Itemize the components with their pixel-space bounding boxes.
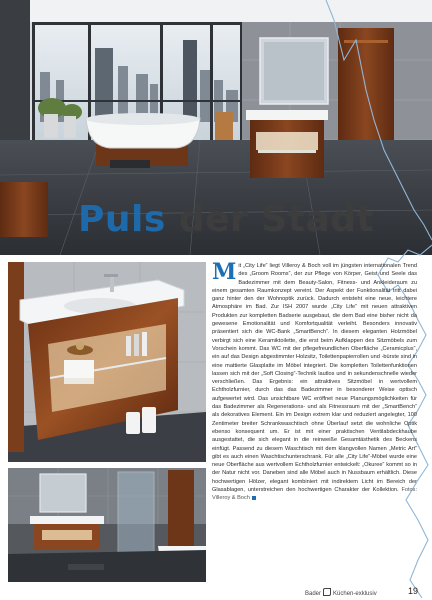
brand-left: Bader xyxy=(305,591,322,597)
bathroom-photo xyxy=(8,468,206,582)
title-word-der-stadt: der Stadt xyxy=(178,199,375,240)
vanity-photo xyxy=(8,262,206,462)
photo-credit: Fotos: Villeroy & Boch xyxy=(212,487,417,502)
page-number: 19 xyxy=(408,586,419,596)
brand-right: Küchen-exklusiv xyxy=(333,591,377,597)
magazine-brand xyxy=(305,588,377,597)
drop-cap: M xyxy=(212,262,237,285)
bathroom-illustration xyxy=(8,468,206,582)
article-body xyxy=(212,262,417,578)
article-paragraph xyxy=(212,262,417,503)
brand-logo-icon xyxy=(323,588,331,596)
title-word-puls: Puls xyxy=(78,199,166,240)
article-text: it „City Life“ liegt Villeroy & Boch voll im jüngsten internationalen Trend des „Groom Rooms“, der zur Pflege von Körper, Geist und Seele das Badezimmer mit dem Beauty-Salon, Fitness- und Ankleideraum zu einem gesamten Raumkonzept vereint. Der Aspekt der Funktionalität tritt dabei ganz hinter den der Wohnoptik zurück. Dadurch entsteht eine neue, leichtere Atmosphäre im Bad. Zur ISH 2007 wurde „City Life“ mit neuen attraktiven Produkten zur kompletten Badserie ausgebaut, die dem Bad eine bisher nicht da gewesene Emotionalität und Komfortqualität verleiht. Besonders innovativ präsentiert sich die WC-Bank „SmartBench“. In diesem eleganten Holzmöbel verbirgt sich eine Keramiktoilette, die erst beim Aufklappen des Sitzmöbels zum Vorschein kommt. Das WC mit der pflegefreundlichen Oberfläche „Ceramicplus“, ein auf das Design abgestimmter Holzsitz, Toilettenpapierrollen und -bürste sind in eine mattierte Glasplatte im Möbel integriert. Die kompletten Toilettenfunktionen lassen sich mit der „Soft Closing“-Technik lautlos und in sekundenschnelle wieder verschließen. Das Ergebnis: ein attraktives Sitzmöbel in wertvollem Echtholzfurnier, durch das das Badezimmer in besonderer Weise optisch aufgewertet wird. Das unsichtbare WC eröffnet neue Planungsmöglichkeiten für das Badezimmer als Regenerations- und als Fitnessraum mit der „SmartBench“ als dekoratives Element. Ein im Design extrem klar und reduziert angelegter, 100 Zentimeter breiter Schrankwaschtisch ohne Überlauf setzt die wohnliche Optik ebenso konsequent um. Er ist mit einer praktischen Ventilabdeckhaube ausgestattet, die sich elegant in die reinweiße Gesamtästhetik des Beckens einfügt. Passend zu diesem Waschtisch mit dem klangvollen Namen „Metric Art“ gibt es auch einen Waschtischunterschrank. Für alle „City Life“-Möbel wurde eine neue Oberfläche aus wertvollem Echtholzfurnier entwickelt: „Okuree“ kommt so in der Natur nicht vor. Daneben sind alle Möbel auch in Nussbaum erhältlich. Diese hochwertigen Hölzer, elegant kombiniert mit indirektem Licht im Bereich der Glasablagen, unterstreichen den hochwertigen Charakter der Kollektion. xyxy=(212,263,417,494)
vanity-illustration xyxy=(8,262,206,462)
page-footer xyxy=(0,586,432,600)
end-mark-icon xyxy=(252,496,256,500)
